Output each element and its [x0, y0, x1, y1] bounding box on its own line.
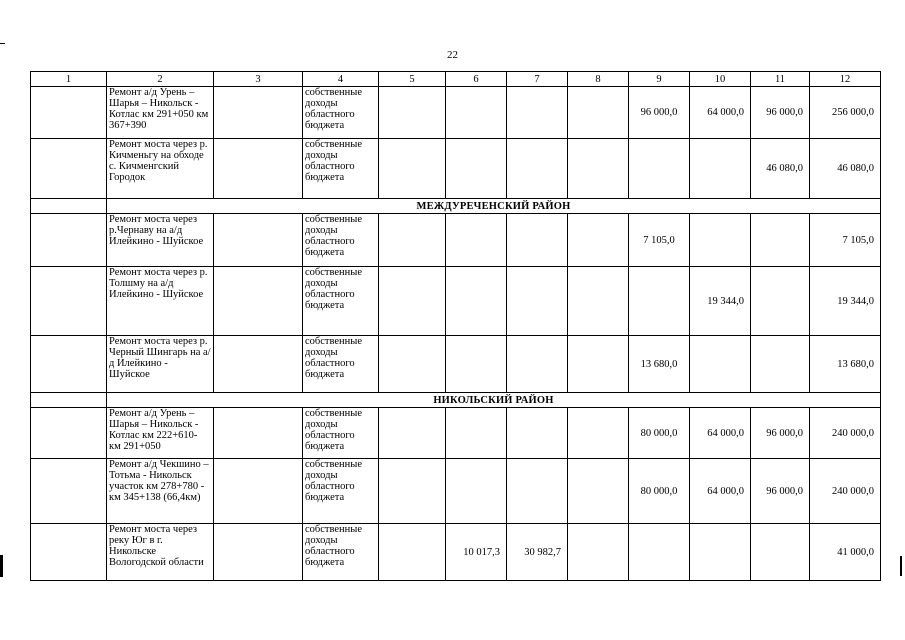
cell-col8 — [568, 524, 629, 581]
cell-col11 — [751, 267, 810, 336]
project-name: Ремонт моста через р.Чернаву на а/д Илейкино - Шуйское — [107, 214, 214, 267]
cell-col9 — [629, 267, 690, 336]
column-header: 5 — [379, 72, 446, 87]
project-name: Ремонт моста через р. Толшму на а/д Илейкино - Шуйское — [107, 267, 214, 336]
cell-col7 — [507, 336, 568, 393]
cell-col9: 80 000,0 — [629, 459, 690, 524]
cell-col6 — [446, 214, 507, 267]
cell-col8 — [568, 214, 629, 267]
funding-source: собственные доходы областного бюджета — [303, 267, 379, 336]
table-row — [31, 459, 881, 524]
cell-col7 — [507, 267, 568, 336]
cell-col1 — [31, 87, 107, 139]
page-number: 22 — [447, 49, 458, 61]
cell-col6 — [446, 459, 507, 524]
project-name: Ремонт моста через р. Черный Шингарь на а/д Илейкино - Шуйское — [107, 336, 214, 393]
cell-col3 — [214, 267, 303, 336]
funding-source: собственные доходы областного бюджета — [303, 408, 379, 459]
cell-col5 — [379, 336, 446, 393]
column-header: 1 — [31, 72, 107, 87]
cell-col1 — [31, 139, 107, 199]
table-row — [31, 267, 881, 336]
cell-col1 — [31, 214, 107, 267]
cell-col6 — [446, 267, 507, 336]
scan-edge-mark — [0, 555, 3, 577]
cell-col8 — [568, 336, 629, 393]
cell-col10: 64 000,0 — [690, 87, 751, 139]
cell-col12: 41 000,0 — [810, 524, 881, 581]
cell-col7 — [507, 87, 568, 139]
funding-source: собственные доходы областного бюджета — [303, 336, 379, 393]
project-name: Ремонт а/д Чекшино – Тотьма - Никольск участок км 278+780 - км 345+138 (66,4км) — [107, 459, 214, 524]
project-name: Ремонт моста через р. Кичменьгу на обходе с. Кичменгский Городок — [107, 139, 214, 199]
district-title: МЕЖДУРЕЧЕНСКИЙ РАЙОН — [107, 199, 881, 214]
column-header: 4 — [303, 72, 379, 87]
cell-col8 — [568, 139, 629, 199]
cell-col6 — [446, 408, 507, 459]
cell-col6: 10 017,3 — [446, 524, 507, 581]
table-row — [31, 408, 881, 459]
funding-source: собственные доходы областного бюджета — [303, 524, 379, 581]
district-title: НИКОЛЬСКИЙ РАЙОН — [107, 393, 881, 408]
cell-col5 — [379, 524, 446, 581]
cell-col3 — [214, 336, 303, 393]
cell-col10 — [690, 524, 751, 581]
column-header: 11 — [751, 72, 810, 87]
funding-source: собственные доходы областного бюджета — [303, 214, 379, 267]
funding-source: собственные доходы областного бюджета — [303, 87, 379, 139]
table-row — [31, 139, 881, 199]
cell-col6 — [446, 336, 507, 393]
cell-col11: 96 000,0 — [751, 459, 810, 524]
cell-col12: 46 080,0 — [810, 139, 881, 199]
cell-col7 — [507, 139, 568, 199]
cell-col11 — [751, 336, 810, 393]
cell-col3 — [214, 139, 303, 199]
column-header: 6 — [446, 72, 507, 87]
table-row — [31, 214, 881, 267]
cell-col7 — [507, 408, 568, 459]
cell-col5 — [379, 459, 446, 524]
cell-col1 — [31, 459, 107, 524]
cell-col3 — [214, 524, 303, 581]
cell-col10: 19 344,0 — [690, 267, 751, 336]
project-name: Ремонт а/д Урень – Шарья – Никольск - Котлас км 291+050 км 367+390 — [107, 87, 214, 139]
district-spacer — [31, 393, 107, 408]
cell-col11: 96 000,0 — [751, 87, 810, 139]
table-row — [31, 87, 881, 139]
cell-col3 — [214, 459, 303, 524]
cell-col3 — [214, 214, 303, 267]
cell-col5 — [379, 139, 446, 199]
cell-col10: 64 000,0 — [690, 459, 751, 524]
cell-col12: 240 000,0 — [810, 408, 881, 459]
cell-col8 — [568, 87, 629, 139]
scan-edge-mark — [900, 556, 902, 576]
district-row — [31, 199, 881, 214]
cell-col12: 240 000,0 — [810, 459, 881, 524]
cell-col1 — [31, 524, 107, 581]
cell-col5 — [379, 87, 446, 139]
column-header: 7 — [507, 72, 568, 87]
cell-col7 — [507, 459, 568, 524]
project-name: Ремонт а/д Урень – Шарья – Никольск - Котлас км 222+610- км 291+050 — [107, 408, 214, 459]
project-name: Ремонт моста через реку Юг в г. Никольске Вологодской области — [107, 524, 214, 581]
cell-col9: 80 000,0 — [629, 408, 690, 459]
cell-col11: 46 080,0 — [751, 139, 810, 199]
cell-col10 — [690, 214, 751, 267]
cell-col7 — [507, 214, 568, 267]
cell-col5 — [379, 267, 446, 336]
cell-col9: 96 000,0 — [629, 87, 690, 139]
cell-col9 — [629, 524, 690, 581]
cell-col11 — [751, 214, 810, 267]
cell-col8 — [568, 408, 629, 459]
table-row — [31, 524, 881, 581]
scan-edge-mark — [0, 43, 5, 44]
cell-col11: 96 000,0 — [751, 408, 810, 459]
cell-col9: 13 680,0 — [629, 336, 690, 393]
district-row — [31, 393, 881, 408]
column-header: 9 — [629, 72, 690, 87]
column-header: 3 — [214, 72, 303, 87]
cell-col10 — [690, 139, 751, 199]
cell-col1 — [31, 336, 107, 393]
cell-col5 — [379, 214, 446, 267]
cell-col3 — [214, 87, 303, 139]
funding-source: собственные доходы областного бюджета — [303, 459, 379, 524]
cell-col3 — [214, 408, 303, 459]
header-row — [31, 72, 881, 87]
column-header: 12 — [810, 72, 881, 87]
cell-col12: 7 105,0 — [810, 214, 881, 267]
budget-table — [30, 71, 881, 581]
cell-col12: 256 000,0 — [810, 87, 881, 139]
cell-col8 — [568, 459, 629, 524]
cell-col12: 13 680,0 — [810, 336, 881, 393]
cell-col6 — [446, 139, 507, 199]
cell-col9: 7 105,0 — [629, 214, 690, 267]
cell-col10: 64 000,0 — [690, 408, 751, 459]
column-header: 8 — [568, 72, 629, 87]
cell-col1 — [31, 408, 107, 459]
table-row — [31, 336, 881, 393]
cell-col11 — [751, 524, 810, 581]
cell-col10 — [690, 336, 751, 393]
cell-col8 — [568, 267, 629, 336]
cell-col5 — [379, 408, 446, 459]
column-header: 2 — [107, 72, 214, 87]
cell-col12: 19 344,0 — [810, 267, 881, 336]
cell-col6 — [446, 87, 507, 139]
column-header: 10 — [690, 72, 751, 87]
cell-col1 — [31, 267, 107, 336]
cell-col9 — [629, 139, 690, 199]
cell-col7: 30 982,7 — [507, 524, 568, 581]
funding-source: собственные доходы областного бюджета — [303, 139, 379, 199]
district-spacer — [31, 199, 107, 214]
